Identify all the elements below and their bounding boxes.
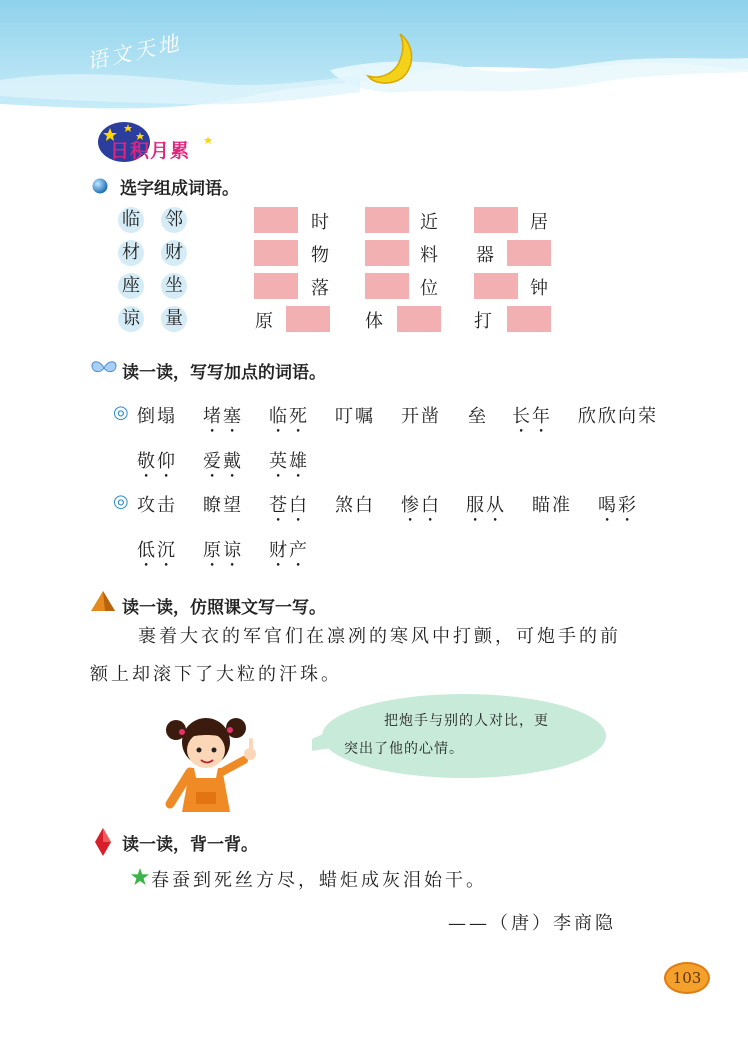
exercise4-instruction: 读一读，背一背。 (122, 835, 258, 855)
vocab-word-dotted: 英雄 (269, 451, 309, 472)
circle-marker: ◎ (113, 402, 129, 423)
answer-box[interactable] (397, 306, 441, 332)
vocab-word-dotted: 长年 (512, 406, 552, 427)
vocab-word: 瞭望 (203, 495, 243, 516)
answer-box[interactable] (365, 240, 409, 266)
answer-box[interactable] (254, 240, 298, 266)
vocab-word: 倒塌 (137, 406, 177, 427)
answer-box[interactable] (365, 207, 409, 233)
vocab-word-dotted: 低沉 (137, 540, 177, 561)
vocab-word: 开凿 (401, 406, 441, 427)
char-pair-b: 量 (161, 306, 187, 332)
word-char: 原 (255, 311, 273, 332)
word-char: 器 (476, 245, 494, 266)
answer-box[interactable] (474, 207, 518, 233)
vocab-word-dotted: 敬仰 (137, 451, 177, 472)
char-pair-a: 座 (118, 273, 144, 299)
exercise1-instruction: 选字组成词语。 (120, 179, 239, 199)
answer-box[interactable] (286, 306, 330, 332)
star-icon (131, 868, 149, 886)
char-pair-b: 坐 (161, 273, 187, 299)
speech-bubble-text (344, 707, 594, 763)
word-char: 钟 (530, 278, 548, 299)
poem-line: 春蚕到死丝方尽，蜡炬成灰泪始干。 (151, 870, 487, 891)
vocab-word: 欣欣向荣 (578, 406, 658, 427)
word-char: 落 (311, 278, 329, 299)
char-pair-a: 材 (118, 240, 144, 266)
vocab-word-dotted: 原谅 (203, 540, 243, 561)
moon-icon (364, 30, 420, 86)
speech-bubble-line1: 把炮手与别的人对比，更 (384, 713, 549, 729)
char-pair-b: 邻 (161, 207, 187, 233)
vocab-word-dotted: 苍白 (269, 495, 309, 516)
vocab-word-dotted: 爱戴 (203, 451, 243, 472)
circle-marker: ◎ (113, 491, 129, 512)
answer-box[interactable] (474, 273, 518, 299)
page-number: 103 (664, 962, 710, 994)
word-char: 料 (420, 245, 438, 266)
char-pair-a: 谅 (118, 306, 144, 332)
example-sentence-line1: 裹着大衣的军官们在凛冽的寒风中打颤，可炮手的前 (138, 626, 621, 647)
exercise2-instruction: 读一读，写写加点的词语。 (122, 363, 326, 383)
word-char: 物 (311, 245, 329, 266)
word-char: 位 (420, 278, 438, 299)
vocab-word-dotted: 服从 (466, 495, 506, 516)
vocab-word-dotted: 惨白 (401, 495, 441, 516)
answer-box[interactable] (365, 273, 409, 299)
pyramid-icon (90, 590, 116, 612)
answer-box[interactable] (254, 207, 298, 233)
girl-illustration (160, 712, 270, 816)
word-char: 体 (365, 311, 383, 332)
vocab-word-dotted: 财产 (269, 540, 309, 561)
word-char: 时 (311, 212, 329, 233)
vocab-word: 垒 (468, 406, 488, 427)
example-sentence-line2: 额上却滚下了大粒的汗珠。 (90, 664, 342, 685)
exercise3-instruction: 读一读，仿照课文写一写。 (122, 598, 326, 618)
section-badge-label: 日积月累 (110, 140, 191, 162)
char-pair-a: 临 (118, 207, 144, 233)
header-title: 语文天地 (84, 30, 184, 75)
vocab-word: 叮嘱 (335, 406, 375, 427)
poem-attribution: ——（唐）李商隐 (448, 913, 616, 934)
word-char: 居 (530, 212, 548, 233)
word-char: 打 (474, 311, 492, 332)
vocab-word: 煞白 (335, 495, 375, 516)
word-char: 近 (420, 212, 438, 233)
answer-box[interactable] (507, 240, 551, 266)
vocab-word-dotted: 堵塞 (203, 406, 243, 427)
vocab-word: 攻击 (137, 495, 177, 516)
speech-bubble-line2: 突出了他的心情。 (344, 741, 464, 757)
answer-box[interactable] (507, 306, 551, 332)
sphere-bullet-icon (92, 178, 108, 194)
vocab-word: 瞄准 (532, 495, 572, 516)
answer-box[interactable] (254, 273, 298, 299)
char-pair-b: 财 (161, 240, 187, 266)
vocab-word-dotted: 临死 (269, 406, 309, 427)
vocab-word-dotted: 喝彩 (598, 495, 638, 516)
butterfly-icon (90, 360, 118, 376)
diamond-icon (94, 827, 112, 857)
